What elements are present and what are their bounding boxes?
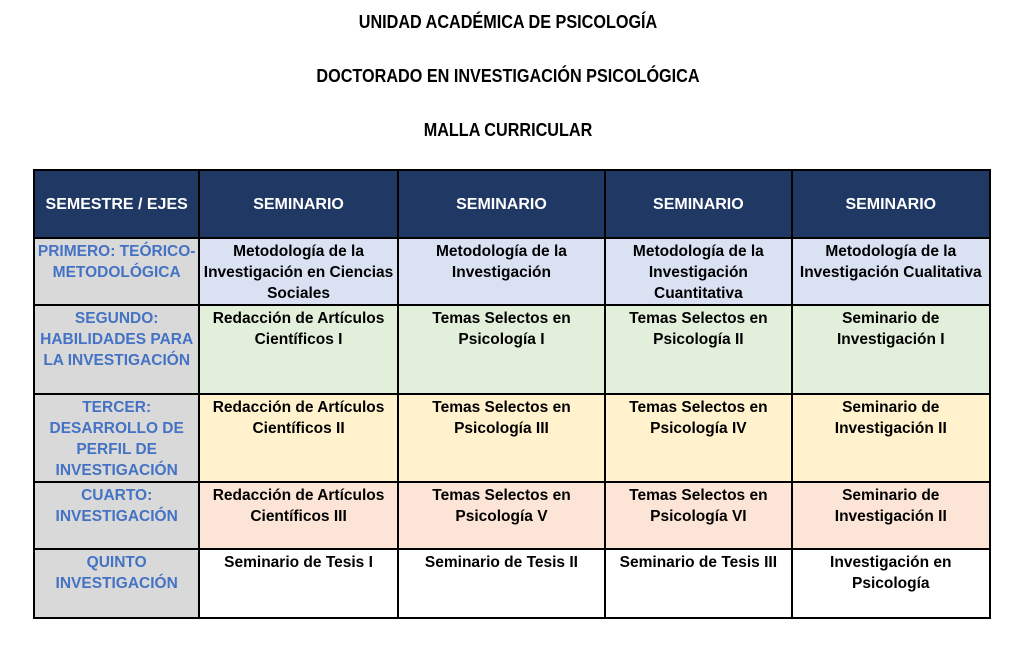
course-name: Seminario de Tesis I	[224, 554, 373, 571]
course-name: Metodología de la Investigación Cualitativa	[799, 243, 982, 281]
course-cell	[793, 550, 989, 617]
course-name: Metodología de la Investigación	[436, 243, 567, 281]
course-cell	[606, 395, 790, 481]
course-cell	[793, 483, 989, 548]
unit-title: UNIDAD ACADÉMICA DE PSICOLOGÍA	[358, 12, 658, 32]
course-name: Seminario de Tesis III	[619, 554, 778, 571]
course-cell	[606, 239, 790, 304]
semester-cell	[35, 395, 198, 481]
header-seminar-4: SEMINARIO	[793, 171, 989, 237]
curriculum-table	[33, 169, 991, 619]
course-name: Investigación en Psicología	[830, 554, 952, 592]
semester-cell	[35, 239, 198, 304]
course-name: Temas Selectos en Psicología V	[432, 487, 571, 525]
header-semester-axes: SEMESTRE / EJES	[35, 171, 198, 237]
course-cell	[606, 483, 790, 548]
course-cell	[200, 306, 396, 393]
table-row	[35, 239, 989, 304]
course-name: Redacción de Artículos Científicos II	[212, 399, 385, 437]
table-row	[35, 395, 989, 481]
course-cell	[793, 239, 989, 304]
course-name: Metodología de la Investigación en Ciencias Sociales	[203, 243, 394, 302]
course-name: Seminario de Investigación I	[836, 310, 945, 348]
course-cell	[793, 395, 989, 481]
course-cell	[200, 483, 396, 548]
course-cell	[606, 550, 790, 617]
semester-cell	[35, 483, 198, 548]
semester-label: QUINTO INVESTIGACIÓN	[55, 554, 178, 592]
semester-cell	[35, 306, 198, 393]
table-header-row	[35, 171, 989, 237]
course-name: Redacción de Artículos Científicos I	[212, 310, 385, 348]
course-name: Seminario de Tesis II	[424, 554, 578, 571]
course-cell	[200, 395, 396, 481]
course-name: Temas Selectos en Psicología VI	[629, 487, 768, 525]
header-seminar-3: SEMINARIO	[606, 171, 790, 237]
course-cell	[399, 395, 604, 481]
course-name: Temas Selectos en Psicología III	[432, 399, 571, 437]
semester-cell	[35, 550, 198, 617]
course-name: Seminario de Investigación II	[834, 399, 947, 437]
semester-label: TERCER: DESARROLLO DE PERFIL DE INVESTIGACIÓN	[49, 399, 184, 479]
program-title: DOCTORADO EN INVESTIGACIÓN PSICOLÓGICA	[316, 66, 700, 86]
header-seminar-1: SEMINARIO	[200, 171, 396, 237]
course-name: Redacción de Artículos Científicos III	[212, 487, 385, 525]
document-title: MALLA CURRICULAR	[423, 120, 593, 140]
course-cell	[200, 550, 396, 617]
table-row	[35, 550, 989, 617]
course-name: Seminario de Investigación II	[834, 487, 947, 525]
course-cell	[793, 306, 989, 393]
course-cell	[200, 239, 396, 304]
table-row	[35, 306, 989, 393]
semester-label: SEGUNDO: HABILIDADES PARA LA INVESTIGACIÓN	[40, 310, 194, 369]
course-name: Metodología de la Investigación Cuantitativa	[632, 243, 764, 302]
course-cell	[606, 306, 790, 393]
course-cell	[399, 483, 604, 548]
semester-label: CUARTO: INVESTIGACIÓN	[55, 487, 178, 525]
semester-label: PRIMERO: TEÓRICO-METODOLÓGICA	[37, 243, 196, 281]
course-cell	[399, 239, 604, 304]
course-cell	[399, 550, 604, 617]
header-seminar-2: SEMINARIO	[399, 171, 604, 237]
table-row	[35, 483, 989, 548]
course-cell	[399, 306, 604, 393]
course-name: Temas Selectos en Psicología II	[629, 310, 768, 348]
course-name: Temas Selectos en Psicología IV	[629, 399, 768, 437]
course-name: Temas Selectos en Psicología I	[432, 310, 571, 348]
